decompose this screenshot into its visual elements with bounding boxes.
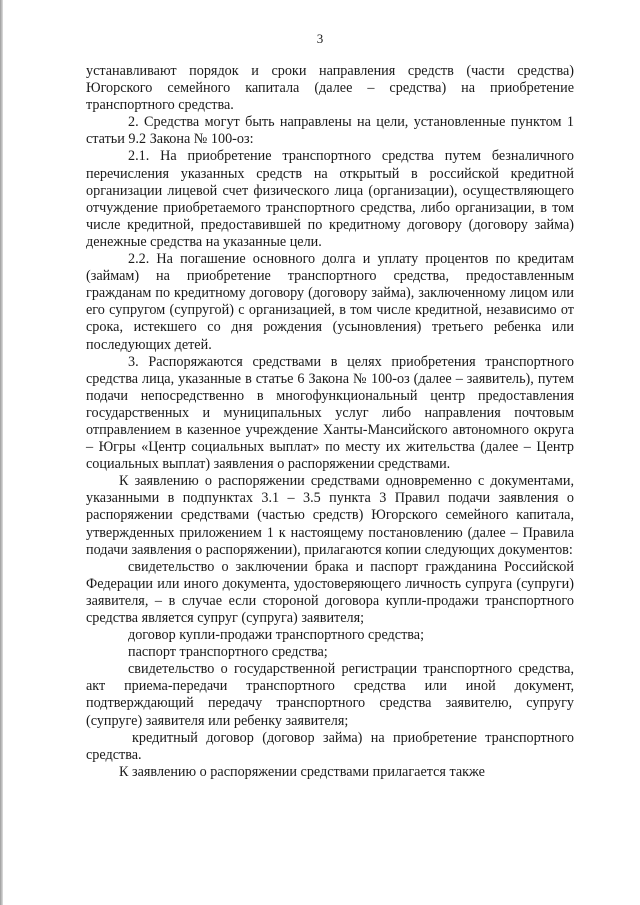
list-item-vehicle-passport: паспорт транспортного средства; bbox=[128, 644, 328, 661]
paragraph-continuation: К заявлению о распоряжении средствами прилагается также bbox=[119, 763, 485, 780]
document-body bbox=[86, 63, 574, 781]
paragraph-clause-3: 3. Распоряжаются средствами в целях приобретения транспортного средства лица, указанные в статье 6 Закона № 100-оз (далее – заявитель), путем подачи непосредственно в многофункциональный центр предоставления государственных и муниципальных услуг либо направления почтовым отправлением в казенное учреждение Ханты-Мансийского автономного округа – Югры «Центр социальных выплат» по месту их жительства (далее – Центр социальных выплат) заявления о распоряжении средствами. bbox=[86, 353, 574, 473]
paragraph-intro: устанавливают порядок и сроки направления средств (части средства) Югорского семейного капитала (далее – средства) на приобретение транспортного средства. bbox=[86, 63, 574, 114]
paragraph-attachments: К заявлению о распоряжении средствами одновременно с документами, указанными в подпунктах 3.1 – 3.5 пункта 3 Правил подачи заявления о распоряжении средствами (частью средств) Югорского семейного капитала, утвержденных приложением 1 к настоящему постановлению (далее – Правила подачи заявления о распоряжении), прилагаются копии следующих документов: bbox=[86, 473, 574, 558]
page-number: 3 bbox=[316, 31, 324, 46]
paragraph-clause-2: 2. Средства могут быть направлены на цели, установленные пунктом 1 статьи 9.2 Закона № 100-оз: bbox=[86, 114, 574, 148]
list-item-sale-contract: договор купли-продажи транспортного средства; bbox=[128, 627, 425, 644]
paragraph-clause-2-2: 2.2. На погашение основного долга и уплату процентов по кредитам (займам) на приобретение транспортного средства, предоставленным гражданам по кредитному договору (договору займа), заключенному лицом или его супругом (супругой) с организацией, в том числе кредитной, независимо от срока, истекшего со дня рождения (усыновления) третьего ребенка или последующих детей. bbox=[86, 251, 574, 353]
list-item-marriage-certificate: свидетельство о заключении брака и паспорт гражданина Российской Федерации или иного документа, удостоверяющего личность супруга (супруги) заявителя, – в случае если стороной договора купли-продажи транспортного средства является супруг (супруга) заявителя; bbox=[86, 558, 574, 626]
paragraph-clause-2-1: 2.1. На приобретение транспортного средства путем безналичного перечисления указанных средств на открытый в российской кредитной организации лицевой счет физического лица (организации), осуществляющего отчуждение приобретаемого транспортного средства, либо организации, в том числе кредитной, предоставившей по кредитному договору (договору займа) денежные средства на указанные цели. bbox=[86, 148, 574, 250]
list-item-registration-certificate: свидетельство о государственной регистрации транспортного средства, акт приема-передачи транспортного средства или иной документ, подтверждающий передачу транспортного средства заявителю, супругу (супруге) заявителя или ребенку заявителя; bbox=[86, 661, 574, 729]
scan-edge bbox=[0, 0, 3, 905]
list-item-loan-agreement: кредитный договор (договор займа) на приобретение транспортного средства. bbox=[86, 729, 574, 763]
